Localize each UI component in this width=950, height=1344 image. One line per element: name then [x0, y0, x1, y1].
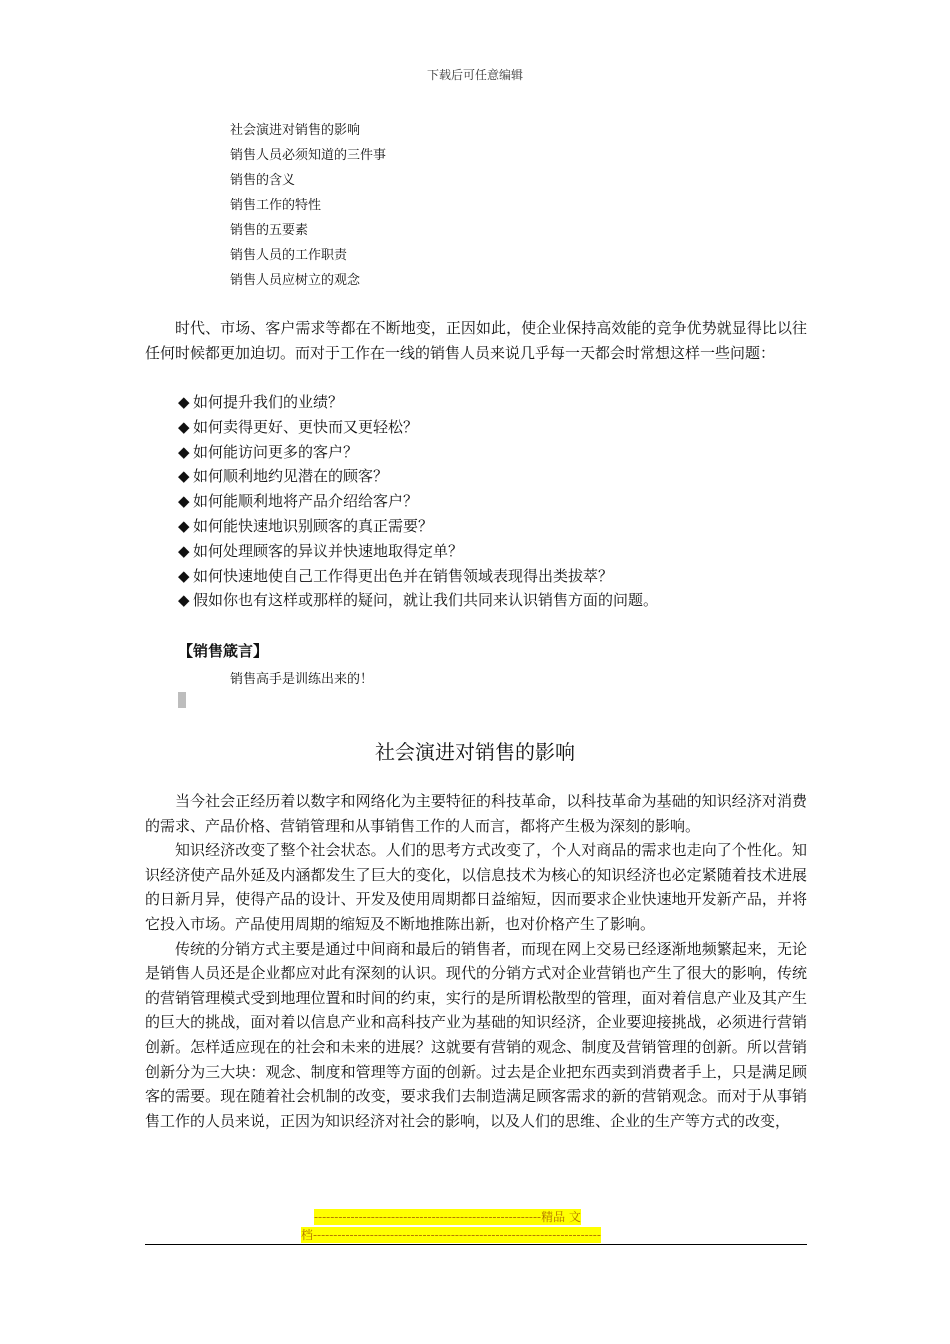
footer-watermark: 档-----------------------------------------------------------------------: [301, 1228, 601, 1242]
toc-item: 销售人员必须知道的三件事: [230, 148, 387, 163]
question-text: 如何顺利地约见潜在的顾客？: [193, 467, 389, 486]
section-body: [145, 789, 807, 1133]
diamond-bullet-icon: ◆: [178, 516, 190, 535]
question-text: 如何处理顾客的异议并快速地取得定单？: [193, 541, 464, 560]
motto-heading: 【销售箴言】: [178, 642, 269, 660]
question-text: 如何卖得更好、更快而又更轻松？: [193, 417, 419, 436]
intro-paragraph: 时代、市场、客户需求等都在不断地变，正因如此，使企业保持高效能的竞争优势就显得比以往任何时候都更加迫切。而对于工作在一线的销售人员来说几乎每一天都会时常想这样一些问题：: [145, 319, 807, 362]
list-item: [178, 464, 658, 489]
footer-divider: [145, 1244, 807, 1245]
diamond-bullet-icon: ◆: [178, 541, 190, 560]
page-header: 下载后可任意编辑: [426, 68, 523, 82]
body-paragraph: 传统的分销方式主要是通过中间商和最后的销售者，而现在网上交易已经逐渐地频繁起来，无论是销售人员还是企业都应对此有深刻的认识。现代的分销方式对企业营销也产生了很大的影响，传统的营销管理模式受到地理位置和时间的约束，实行的是所谓松散型的管理，面对着信息产业及其产生的巨大的挑战，面对着以信息产业和高科技产业为基础的知识经济，企业要迎接挑战，必须进行营销创新。怎样适应现在的社会和未来的进展？这就要有营销的观念、制度及营销管理的创新。所以营销创新分为三大块：观念、制度和管理等方面的创新。过去是企业把东西卖到消费者手上，只是满足顾客的需要。现在随着社会机制的改变，要求我们去制造满足顾客需求的新的营销观念。而对于从事销售工作的人员来说，正因为知识经济对社会的影响，以及人们的思维、企业的生产等方式的改变，: [145, 939, 807, 1130]
diamond-bullet-icon: ◆: [178, 393, 190, 411]
list-item: [178, 415, 658, 440]
diamond-bullet-icon: ◆: [178, 417, 190, 436]
body-paragraph: 知识经济改变了整个社会状态。人们的思考方式改变了，个人对商品的需求也走向了个性化。知识经济使产品外延及内涵都发生了巨大的变化，以信息技术为核心的知识经济也必定紧随着技术进展的日新月异，使得产品的设计、开发及使用周期都日益缩短，因而要求企业快速地开发新产品，并将它投入市场。产品使用周期的缩短及不断地推陈出新，也对价格产生了影响。: [145, 841, 807, 933]
list-item: [178, 440, 658, 465]
toc-item: 销售工作的特性: [230, 198, 322, 213]
question-text: 如何能访问更多的客户？: [193, 442, 359, 461]
motto-text: 销售高手是训练出来的！: [230, 672, 374, 687]
diamond-bullet-icon: ◆: [178, 566, 190, 585]
body-paragraph: 当今社会正经历着以数字和网络化为主要特征的科技革命，以科技革命为基础的知识经济对消费的需求、产品价格、营销管理和从事销售工作的人而言，都将产生极为深刻的影响。: [145, 792, 807, 835]
footer-watermark: --------------------------------------------------------精品 文: [314, 1210, 581, 1224]
question-text: 如何能顺利地将产品介绍给客户？: [193, 492, 419, 511]
question-text: 如何能快速地识别顾客的真正需要？: [193, 516, 434, 535]
question-text: 如何提升我们的业绩？: [193, 393, 344, 411]
diamond-bullet-icon: ◆: [178, 442, 190, 461]
toc-item: 社会演进对销售的影响: [230, 123, 361, 138]
list-item: [178, 489, 658, 514]
toc-item: 销售人员的工作职责: [230, 248, 348, 263]
question-list: [178, 390, 658, 613]
table-of-contents: [230, 118, 386, 293]
toc-item: 销售的含义: [230, 173, 296, 188]
toc-item: 销售的五要素: [230, 223, 309, 238]
diamond-bullet-icon: ◆: [178, 467, 190, 486]
list-item: [178, 539, 658, 564]
list-item: [178, 588, 658, 613]
question-text: 如何快速地使自己工作得更出色并在销售领域表现得出类拔萃？: [193, 566, 614, 585]
list-item: [178, 390, 658, 415]
diamond-bullet-icon: ◆: [178, 591, 190, 610]
list-item: [178, 564, 658, 589]
section-marker: [178, 692, 186, 708]
question-text: 假如你也有这样或那样的疑问，就让我们共同来认识销售方面的问题。: [193, 591, 659, 610]
toc-item: 销售人员应树立的观念: [230, 273, 361, 288]
section-title: 社会演进对销售的影响: [375, 740, 575, 764]
list-item: [178, 514, 658, 539]
diamond-bullet-icon: ◆: [178, 492, 190, 511]
